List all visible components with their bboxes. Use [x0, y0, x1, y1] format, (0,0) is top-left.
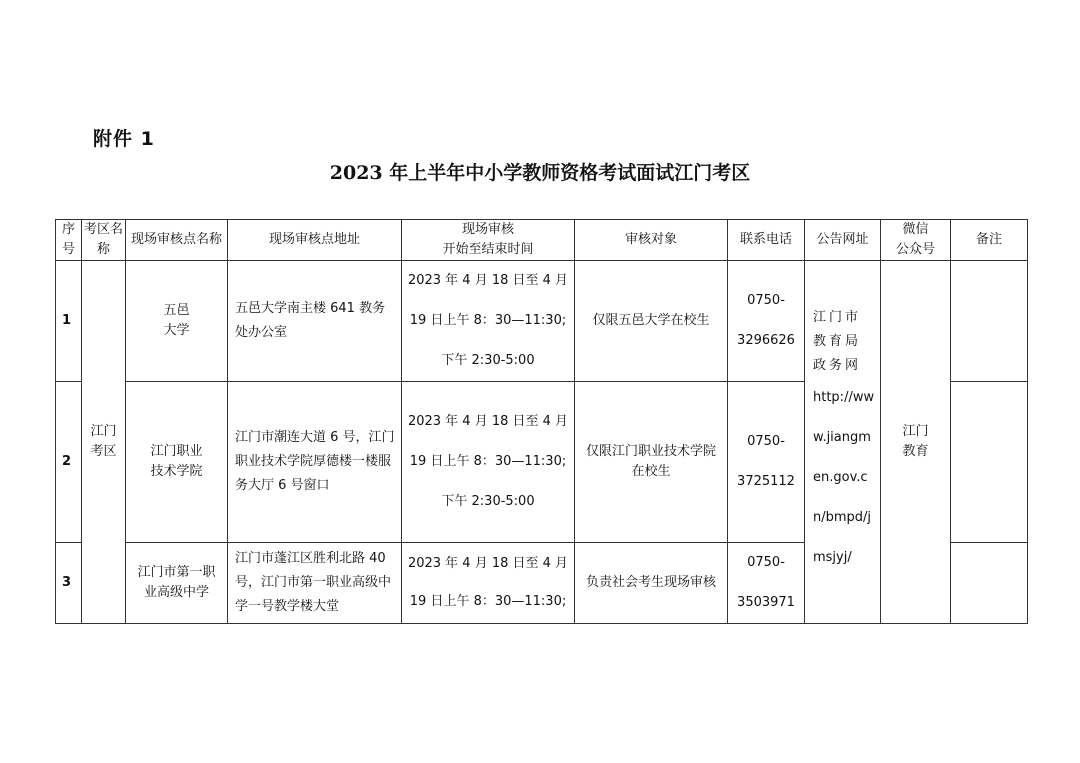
- row-phone: 0750- 3725112: [728, 382, 805, 543]
- header-seq: 序号: [56, 220, 82, 261]
- row-address: 江门市潮连大道 6 号，江门职业技术学院厚德楼一楼服务大厅 6 号窗口: [228, 382, 402, 543]
- row-site: 五邑 大学: [126, 261, 228, 382]
- exam-site-table: [55, 219, 1028, 624]
- header-phone: 联系电话: [728, 220, 805, 261]
- row-time: 2023 年 4 月 18 日至 4 月 19 日上午 8：30—11:30; 下午 2:30-5:00: [402, 261, 575, 382]
- row-remark: [951, 543, 1028, 624]
- document-title: 2023 年上半年中小学教师资格考试面试江门考区: [329, 162, 751, 184]
- row-site: 江门职业 技术学院: [126, 382, 228, 543]
- row-address: 五邑大学南主楼 641 教务处办公室: [228, 261, 402, 382]
- header-wechat: 微信 公众号: [881, 220, 951, 261]
- website-cell: [805, 261, 881, 624]
- row-target: 仅限五邑大学在校生: [575, 261, 728, 382]
- row-remark: [951, 261, 1028, 382]
- row-target: 负责社会考生现场审核: [575, 543, 728, 624]
- table-header-row: [56, 220, 1028, 261]
- row-site: 江门市第一职 业高级中学: [126, 543, 228, 624]
- header-area: 考区名称: [82, 220, 126, 261]
- header-address: 现场审核点地址: [228, 220, 402, 261]
- header-site: 现场审核点名称: [126, 220, 228, 261]
- header-remark: 备注: [951, 220, 1028, 261]
- header-website: 公告网址: [805, 220, 881, 261]
- row-seq: 1: [56, 261, 82, 382]
- header-time: 现场审核 开始至结束时间: [402, 220, 575, 261]
- attachment-label: 附件 1: [93, 128, 155, 150]
- website-name: 江门市教育局政务网: [813, 310, 862, 373]
- row-seq: 2: [56, 382, 82, 543]
- row-phone: 0750- 3296626: [728, 261, 805, 382]
- row-address: 江门市蓬江区胜利北路 40 号，江门市第一职业高级中学一号教学楼大堂: [228, 543, 402, 624]
- row-seq: 3: [56, 543, 82, 624]
- row-phone: 0750- 3503971: [728, 543, 805, 624]
- row-remark: [951, 382, 1028, 543]
- row-time: 2023 年 4 月 18 日至 4 月 19 日上午 8：30—11:30;: [402, 543, 575, 624]
- exam-area-name: 江门 考区: [82, 261, 126, 624]
- row-time: 2023 年 4 月 18 日至 4 月 19 日上午 8：30—11:30; 下午 2:30-5:00: [402, 382, 575, 543]
- wechat-account: 江门 教育: [881, 261, 951, 624]
- table-row: [56, 261, 1028, 382]
- row-target: 仅限江门职业技术学院 在校生: [575, 382, 728, 543]
- website-url[interactable]: http://www.jiangmen.gov.cn/bmpd/jmsjyj/: [813, 390, 875, 565]
- header-target: 审核对象: [575, 220, 728, 261]
